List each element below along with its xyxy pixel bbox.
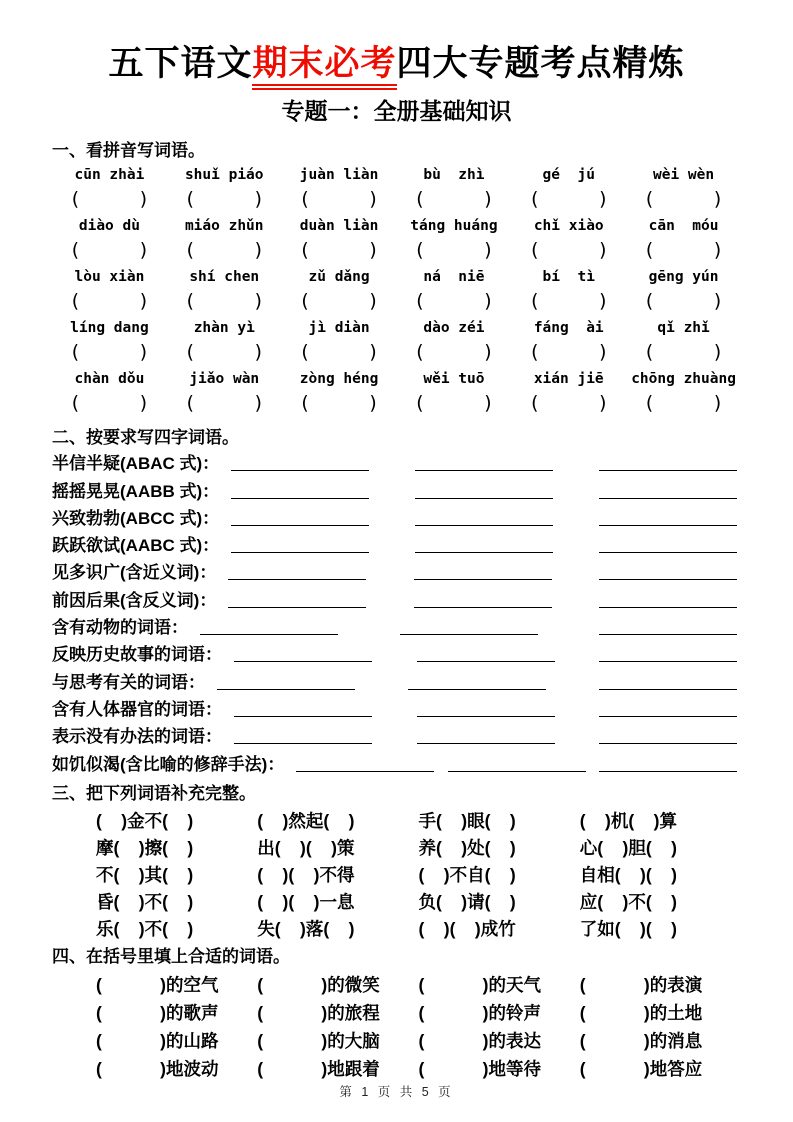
- idiom-item: 昏( )不( ): [96, 892, 194, 913]
- answer-brackets: ( ): [413, 188, 494, 210]
- fill-item: ( )地跟着: [257, 1058, 380, 1079]
- answer-brackets: ( ): [69, 239, 150, 261]
- page-number: 第 1 页 共 5 页: [339, 1085, 454, 1099]
- pinyin-word: qǐ zhǐ: [657, 320, 710, 336]
- answer-blank-line: [599, 661, 737, 662]
- idiom-item: ( )机( )算: [579, 810, 677, 831]
- pinyin-row: [52, 315, 741, 341]
- answer-blank-line: [296, 771, 434, 772]
- answer-blanks: [234, 661, 737, 667]
- answer-blank-line: [599, 771, 737, 772]
- idiom-item: ( )( )成竹: [418, 919, 516, 940]
- pinyin-row: [52, 213, 741, 239]
- word-task-row: [52, 695, 741, 722]
- answer-blank-line: [599, 743, 737, 744]
- answer-blank-line: [599, 634, 737, 635]
- fill-item: ( )的天气: [418, 974, 541, 995]
- section2-heading: 二、按要求写四字词语。: [52, 428, 239, 447]
- idiom-item: 不( )其( ): [96, 864, 194, 885]
- answer-blank-line: [599, 689, 737, 690]
- fill-item: ( )的消息: [579, 1030, 703, 1051]
- answer-brackets: ( ): [413, 392, 494, 414]
- section4-heading: 四、在括号里填上合适的词语。: [52, 946, 290, 966]
- answer-blanks: [228, 579, 737, 585]
- answer-blank-line: [231, 552, 369, 553]
- answer-blanks: [217, 689, 737, 695]
- answer-blank-line: [599, 552, 737, 553]
- answer-brackets: ( ): [184, 239, 265, 261]
- fill-item: ( )的山路: [96, 1030, 219, 1051]
- answer-blanks: [296, 771, 737, 777]
- answer-blank-line: [415, 552, 553, 553]
- fill-item: ( )的大脑: [257, 1030, 380, 1051]
- pinyin-word: líng dang: [70, 320, 149, 336]
- word-task-row: [52, 749, 741, 776]
- idiom-completion-grid: [52, 808, 741, 944]
- answer-blank-line: [417, 716, 555, 717]
- idiom-item: ( )金不( ): [96, 810, 194, 831]
- answer-blank-line: [228, 579, 366, 580]
- fill-bracket-grid: [52, 971, 741, 1083]
- answer-blank-line: [415, 525, 553, 526]
- pinyin-word: cūn zhài: [74, 167, 145, 183]
- answer-brackets: ( ): [413, 290, 494, 312]
- task-label: 与思考有关的词语：: [52, 672, 205, 692]
- pinyin-word: chǐ xiào: [533, 218, 604, 234]
- idiom-item: 应( )不( ): [579, 892, 677, 913]
- task-label: 含有人体器官的词语：: [52, 699, 222, 719]
- answer-brackets: ( ): [528, 290, 609, 312]
- answer-blank-line: [599, 607, 737, 608]
- pinyin-word: zhàn yì: [193, 320, 255, 336]
- answer-blanks: [231, 470, 737, 476]
- idiom-item: 自相( )( ): [579, 864, 677, 885]
- answer-blank-line: [400, 634, 538, 635]
- pinyin-word: bù zhì: [423, 167, 485, 183]
- fill-item: ( )地波动: [96, 1058, 219, 1079]
- task-label: 前因后果(含反义词)：: [52, 590, 217, 610]
- answer-brackets: ( ): [643, 188, 724, 210]
- answer-brackets: ( ): [413, 341, 494, 363]
- idiom-item: 负( )请( ): [418, 892, 516, 913]
- answer-blanks: [234, 743, 737, 749]
- idiom-item: 乐( )不( ): [96, 919, 194, 940]
- answer-brackets: ( ): [299, 290, 380, 312]
- answer-blank-line: [200, 634, 338, 635]
- idiom-item: 摩( )擦( ): [96, 837, 194, 858]
- answer-blank-line: [599, 525, 737, 526]
- pinyin-word: miáo zhǔn: [184, 218, 264, 234]
- section3-heading: 三、把下列词语补充完整。: [52, 783, 256, 803]
- pinyin-word: zǔ dǎng: [308, 269, 370, 285]
- word-task-row: [52, 667, 741, 694]
- pinyin-word: bí tì: [542, 269, 595, 285]
- task-label: 含有动物的词语：: [52, 618, 188, 638]
- idiom-item: 失( )落( ): [257, 919, 355, 940]
- answer-blank-line: [414, 607, 552, 608]
- word-task-row: [52, 613, 741, 640]
- word-task-row: [52, 504, 741, 531]
- answer-blank-line: [415, 470, 553, 471]
- pinyin-word: ná niē: [423, 269, 485, 285]
- answer-brackets: ( ): [299, 239, 380, 261]
- pinyin-word: shuǐ piáo: [184, 167, 264, 183]
- answer-blank-line: [408, 689, 546, 690]
- answer-blank-line: [231, 525, 369, 526]
- fill-item: ( )的微笑: [257, 974, 380, 995]
- answer-blank-line: [231, 470, 369, 471]
- page-title: [52, 40, 741, 88]
- pinyin-word: wěi tuō: [423, 371, 485, 387]
- answer-row: [52, 341, 741, 366]
- answer-blank-line: [599, 470, 737, 471]
- idiom-item: ( )不自( ): [418, 864, 516, 885]
- pinyin-word: lòu xiàn: [74, 269, 145, 285]
- fill-item: ( )地答应: [579, 1058, 703, 1079]
- task-label: 见多识广(含近义词)：: [52, 563, 217, 583]
- pinyin-row: [52, 264, 741, 290]
- idiom-item: 出( )( )策: [257, 837, 355, 858]
- answer-brackets: ( ): [643, 341, 724, 363]
- pinyin-word: gé jú: [542, 167, 595, 183]
- answer-brackets: ( ): [528, 341, 609, 363]
- word-task-row: [52, 558, 741, 585]
- answer-brackets: ( ): [643, 290, 724, 312]
- word-task-row: [52, 476, 741, 503]
- answer-brackets: ( ): [528, 392, 609, 414]
- pinyin-word: fáng ài: [533, 320, 604, 336]
- answer-brackets: ( ): [643, 392, 724, 414]
- answer-blank-line: [599, 579, 737, 580]
- answer-blank-line: [231, 498, 369, 499]
- fill-item: ( )的表演: [579, 974, 703, 995]
- answer-row: [52, 392, 741, 417]
- idiom-item: ( )( )不得: [257, 864, 355, 885]
- answer-brackets: ( ): [184, 290, 265, 312]
- answer-blank-line: [234, 716, 372, 717]
- answer-blank-line: [234, 661, 372, 662]
- idiom-item: 手( )眼( ): [418, 810, 516, 831]
- answer-blanks: [228, 607, 737, 613]
- answer-blanks: [234, 716, 737, 722]
- word-task-row: [52, 449, 741, 476]
- answer-brackets: ( ): [184, 392, 265, 414]
- topic-subtitle: 专题一：全册基础知识: [281, 98, 512, 124]
- pinyin-word: gēng yún: [648, 269, 719, 285]
- word-task-row: [52, 722, 741, 749]
- title-highlight: 期末必考: [252, 44, 396, 90]
- pinyin-word: jì diàn: [308, 320, 370, 336]
- task-label: 跃跃欲试(AABC 式)：: [52, 536, 220, 556]
- pinyin-word: shí chen: [189, 269, 260, 285]
- answer-row: [52, 239, 741, 264]
- word-task-row: [52, 585, 741, 612]
- answer-blank-line: [417, 661, 555, 662]
- pinyin-word: jiǎo wàn: [189, 371, 260, 387]
- fill-item: ( )的表达: [418, 1030, 541, 1051]
- answer-blank-line: [599, 716, 737, 717]
- task-label: 兴致勃勃(ABCC 式)：: [52, 508, 220, 528]
- task-label: 反映历史故事的词语：: [52, 645, 222, 665]
- answer-brackets: ( ): [69, 341, 150, 363]
- pinyin-word: duàn liàn: [299, 218, 379, 234]
- answer-brackets: ( ): [69, 392, 150, 414]
- task-label: 如饥似渴(含比喻的修辞手法)：: [52, 754, 285, 774]
- answer-blank-line: [417, 743, 555, 744]
- pinyin-word: zòng héng: [299, 371, 379, 387]
- answer-blank-line: [228, 607, 366, 608]
- fill-item: ( )的铃声: [418, 1002, 541, 1023]
- fill-item: ( )的土地: [579, 1002, 703, 1023]
- fill-item: ( )的空气: [96, 974, 219, 995]
- answer-brackets: ( ): [528, 188, 609, 210]
- task-label: 摇摇晃晃(AABB 式)：: [52, 481, 220, 501]
- answer-blank-line: [448, 771, 586, 772]
- pinyin-word: xián jiē: [533, 371, 604, 387]
- task-label: 表示没有办法的词语：: [52, 727, 222, 747]
- answer-blank-line: [599, 498, 737, 499]
- answer-brackets: ( ): [69, 290, 150, 312]
- idiom-item: ( )( )一息: [257, 892, 355, 913]
- answer-blank-line: [414, 579, 552, 580]
- pinyin-word: dào zéi: [423, 320, 485, 336]
- fill-item: ( )的歌声: [96, 1002, 219, 1023]
- answer-brackets: ( ): [69, 188, 150, 210]
- answer-blanks: [231, 525, 737, 531]
- pinyin-row: [52, 366, 741, 392]
- answer-blanks: [200, 634, 737, 640]
- answer-brackets: ( ): [299, 392, 380, 414]
- word-task-row: [52, 640, 741, 667]
- title-prefix: 五下语文: [108, 44, 253, 83]
- answer-blank-line: [415, 498, 553, 499]
- answer-brackets: ( ): [413, 239, 494, 261]
- idiom-item: 心( )胆( ): [579, 837, 677, 858]
- pinyin-word: diào dù: [78, 218, 140, 234]
- answer-blank-line: [217, 689, 355, 690]
- word-task-row: [52, 531, 741, 558]
- answer-brackets: ( ): [643, 239, 724, 261]
- pinyin-word: chōng zhuàng: [631, 371, 736, 387]
- answer-brackets: ( ): [184, 341, 265, 363]
- answer-brackets: ( ): [299, 341, 380, 363]
- idiom-item: 养( )处( ): [418, 837, 516, 858]
- title-suffix: 四大专题考点精炼: [396, 44, 685, 83]
- pinyin-word: wèi wèn: [653, 167, 715, 183]
- answer-blank-line: [234, 743, 372, 744]
- answer-brackets: ( ): [299, 188, 380, 210]
- section1-heading: 一、看拼音写词语。: [52, 141, 205, 160]
- answer-brackets: ( ): [528, 239, 609, 261]
- task-label: 半信半疑(ABAC 式)：: [52, 454, 220, 474]
- answer-blanks: [231, 552, 737, 558]
- pinyin-word: juàn liàn: [299, 167, 379, 183]
- answer-brackets: ( ): [184, 188, 265, 210]
- pinyin-word: táng huáng: [410, 218, 498, 234]
- pinyin-row: [52, 162, 741, 188]
- answer-row: [52, 290, 741, 315]
- answer-blanks: [231, 498, 737, 504]
- idiom-item: 了如( )( ): [579, 919, 677, 940]
- pinyin-word: chàn dǒu: [74, 371, 145, 387]
- fill-item: ( )地等待: [418, 1058, 541, 1079]
- pinyin-word: cān móu: [648, 218, 719, 234]
- answer-row: [52, 188, 741, 213]
- idiom-item: ( )然起( ): [257, 810, 355, 831]
- fill-item: ( )的旅程: [257, 1002, 380, 1023]
